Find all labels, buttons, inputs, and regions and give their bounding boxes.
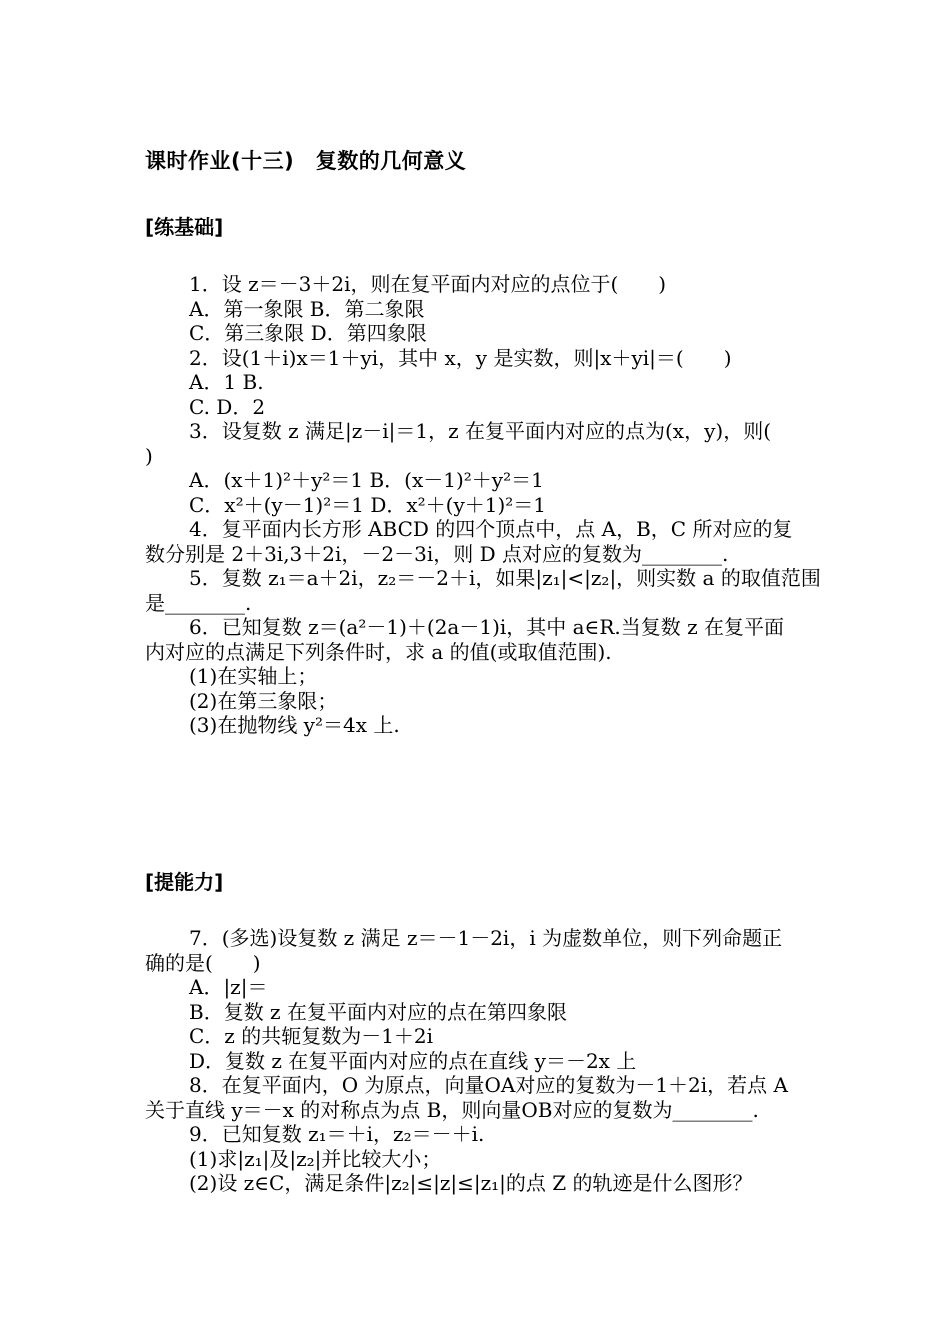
text-line: (2)在第三象限； [189,688,338,713]
exercise-block-advanced [145,926,815,1196]
text-line: B．复数 z 在复平面内对应的点在第四象限 [189,999,567,1024]
text-line: (2)设 z∈C，满足条件|z₂|≤|z|≤|z₁|的点 Z 的轨迹是什么图形？ [189,1171,753,1195]
text-line: A．(x＋1)²＋y²＝1 B．(x－1)²＋y²＝1 [189,468,544,492]
text-line: 8．在复平面内，O 为原点，向量OA对应的复数为－1＋2i，若点 A [189,1073,788,1097]
text-line: (3)在抛物线 y²＝4x 上. [189,713,400,737]
exercise-block-basic [145,272,821,738]
text-line: 9．已知复数 z₁＝＋i，z₂＝－＋i. [189,1122,485,1146]
text-line: A．第一象限 B．第二象限 [189,296,425,321]
text-line: D．复数 z 在复平面内对应的点在直线 y＝－2x 上 [189,1048,637,1073]
page-title: 课时作业(十三) 复数的几何意义 [145,149,467,173]
section-heading-basic: [练基础] [145,215,224,239]
text-line: C．z 的共轭复数为－1＋2i [189,1024,434,1048]
text-line: A．|z|＝ [189,975,268,999]
text-line: (1)求|z₁|及|z₂|并比较大小； [189,1146,442,1171]
text-line: 6．已知复数 z＝(a²－1)＋(2a－1)i，其中 a∈R.当复数 z 在复平面 [189,615,785,639]
text-line: C．x²＋(y－1)²＝1 D．x²＋(y＋1)²＝1 [189,492,547,517]
text-line: ) [145,443,153,468]
text-line: A．1 B. [189,370,264,394]
text-line: (1)在实轴上； [189,664,318,688]
text-line: 3．设复数 z 满足|z－i|＝1，z 在复平面内对应的点为(x，y)，则( [189,419,771,443]
text-line: C．第三象限 D．第四象限 [189,321,427,345]
text-line: 是________. [145,590,252,615]
text-line: 2．设(1＋i)x＝1＋yi，其中 x，y 是实数，则|x＋yi|＝( ) [189,345,732,370]
text-line: 1．设 z＝－3＋2i，则在复平面内对应的点位于( ) [189,272,667,296]
text-line: C. D．2 [189,394,266,419]
text-line: 确的是( ) [145,950,261,975]
text-line: 5．复数 z₁＝a＋2i，z₂＝－2＋i，如果|z₁|<|z₂|，则实数 a 的取值范围 [189,566,821,590]
text-line: 关于直线 y＝－x 的对称点为点 B，则向量OB对应的复数为________. [145,1097,759,1122]
section-heading-advanced: [提能力] [145,870,224,894]
text-line: 7．(多选)设复数 z 满足 z＝－1－2i，i 为虚数单位，则下列命题正 [189,926,783,950]
text-line: 内对应的点满足下列条件时，求 a 的值(或取值范围). [145,639,612,664]
text-line: 4．复平面内长方形 ABCD 的四个顶点中，点 A，B，C 所对应的复 [189,517,793,541]
text-line: 数分别是 2＋3i,3＋2i，－2－3i，则 D 点对应的复数为________. [145,541,729,566]
